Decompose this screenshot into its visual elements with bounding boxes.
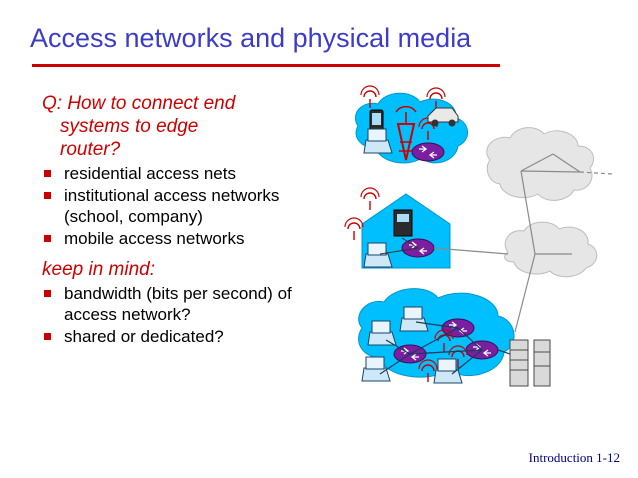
square-bullet-icon (44, 290, 51, 297)
network-diagram-svg (340, 82, 626, 432)
list-item (42, 228, 332, 249)
square-bullet-icon (44, 170, 51, 177)
list-item (42, 326, 332, 347)
list-item-label: residential access nets (64, 164, 236, 183)
list-item (42, 163, 332, 184)
slide-footer: Introduction 1-12 (528, 450, 620, 465)
question-line-3: router? (60, 139, 121, 160)
subheading: keep in mind: (42, 259, 156, 280)
list-item-label: shared or dedicated? (64, 327, 224, 346)
list-item (42, 185, 332, 227)
list-item-label: institutional access networks (school, company) (64, 186, 280, 226)
list-item-label: mobile access networks (64, 229, 245, 248)
page-title: Access networks and physical media (30, 23, 472, 53)
router-icon (412, 143, 444, 161)
desktop-pc-icon (394, 210, 412, 236)
bullet-list-bottom (42, 283, 332, 347)
square-bullet-icon (44, 333, 51, 340)
regional-isp-cloud-2 (505, 222, 597, 277)
bullet-list-top (42, 163, 332, 249)
question-line-2: systems to edge (60, 116, 199, 137)
server-rack-icon (510, 340, 550, 386)
question-line-1: Q: How to connect end (42, 93, 236, 114)
question-block (42, 92, 332, 161)
title-underline (32, 64, 500, 67)
square-bullet-icon (44, 192, 51, 199)
list-item (42, 283, 332, 325)
list-item-label: bandwidth (bits per second) of access network? (64, 284, 292, 324)
regional-isp-cloud (487, 128, 594, 201)
square-bullet-icon (44, 235, 51, 242)
network-diagram (340, 82, 626, 432)
slide-body (42, 92, 332, 348)
